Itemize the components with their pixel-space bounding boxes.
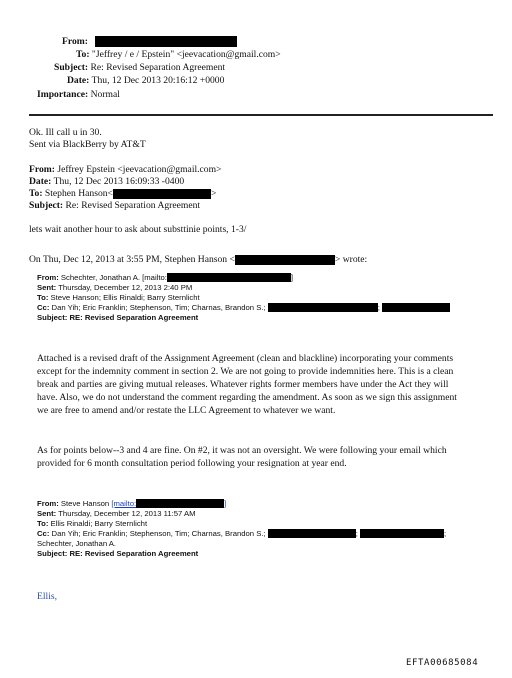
msg4-subject-row: [37, 549, 198, 559]
paragraph-line: except for the indemnity comment in section 2. We are not going to provide indemnities here. This is a clean: [37, 366, 454, 377]
msg4-sent-row: [37, 509, 196, 519]
msg4-subject-value: RE: Revised Separation Agreement: [69, 549, 199, 558]
header-divider: [29, 114, 493, 116]
header-date-value: Thu, 12 Dec 2013 20:16:12 +0000: [91, 75, 225, 86]
redaction-box: [167, 273, 294, 282]
msg4-cc-separator: ;: [355, 529, 358, 538]
header-to-value: "Jeffrey / e / Epstein" <jeevacation@gmail.com>: [91, 49, 281, 60]
msg2-subject-label: Subject:: [29, 200, 64, 211]
msg4-from-row: [37, 499, 226, 509]
header-importance-row: [37, 88, 120, 101]
msg4-sent-label: Sent:: [37, 509, 57, 518]
msg4-to-row: [37, 519, 147, 529]
msg3-sent-row: [37, 283, 192, 293]
paragraph-line: Attached is a revised draft of the Assignment Agreement (clean and blackline) incorporating your comments: [37, 353, 454, 364]
msg2-to-row: [29, 188, 216, 201]
header-subject-value: Re: Revised Separation Agreement: [90, 62, 226, 73]
msg3-cc-row: [37, 303, 450, 313]
paragraph-line: break and parties are giving mutual releases. Whatever rights former members have under the Act they will: [37, 379, 449, 390]
msg3-sent-value: Thursday, December 12, 2013 2:40 PM: [58, 283, 193, 292]
paragraph-line: we are free to amend and/or restate the LLC Agreement to whatever we want.: [37, 405, 336, 416]
msg3-cc-separator: ;: [377, 303, 380, 312]
msg4-from-value: Steve Hanson: [60, 499, 110, 508]
msg2-to-label: To:: [29, 188, 43, 199]
msg3-from-close: ]: [290, 273, 294, 282]
redaction-box: [136, 499, 227, 508]
msg2-date-value: Thu, 12 Dec 2013 16:09:33 -0400: [53, 176, 185, 187]
msg3-from-value: Schechter, Jonathan A. [mailto:: [60, 273, 167, 282]
msg3-from-row: [37, 273, 293, 283]
redaction-box: [360, 529, 447, 538]
msg4-cc-row: [37, 529, 446, 539]
msg3-subject-row: [37, 313, 198, 323]
reply-line: Ok. Ill call u in 30.: [29, 127, 102, 138]
header-from-row: [62, 35, 237, 48]
paragraph-line: provided for 6 month consultation period following your resignation at year end.: [37, 458, 347, 469]
reply-signature: Sent via BlackBerry by AT&T: [29, 139, 146, 150]
header-to-label: To:: [76, 49, 90, 60]
msg4-to-label: To:: [37, 519, 49, 528]
redaction-box: [113, 189, 211, 199]
msg2-subject-value: Re: Revised Separation Agreement: [65, 200, 201, 211]
msg3-to-row: [37, 293, 200, 303]
msg3-cc-label: Cc:: [37, 303, 50, 312]
paragraph-line: As for points below--3 and 4 are fine. On #2, it was not an oversight. We were following your email which: [37, 445, 447, 456]
msg2-from-value: Jeffrey Epstein <jeevacation@gmail.com>: [57, 164, 222, 175]
msg4-to-value: Ellis Rinaldi; Barry Sternlicht: [50, 519, 148, 528]
msg3-subject-value: RE: Revised Separation Agreement: [69, 313, 199, 322]
redaction-box: [95, 36, 237, 47]
header-from-label: From:: [62, 36, 88, 47]
paragraph-line: have. Also, we do not understand the comment regarding the amendment. As soon as we sign this assignment: [37, 392, 457, 403]
quote-intro-prefix: On Thu, Dec 12, 2013 at 3:55 PM, Stephen Hanson <: [29, 254, 235, 265]
msg3-cc-value: Dan Yih; Eric Franklin; Stephenson, Tim; Charnas, Brandon S.;: [51, 303, 266, 312]
msg4-cc-label: Cc:: [37, 529, 50, 538]
quote-intro-suffix: > wrote:: [334, 254, 368, 265]
msg4-from-label: From:: [37, 499, 59, 508]
msg4-sent-value: Thursday, December 12, 2013 11:57 AM: [58, 509, 196, 518]
header-to-row: [76, 48, 281, 61]
msg2-subject-row: [29, 200, 200, 213]
redaction-box: [268, 529, 356, 538]
signoff: Ellis,: [37, 591, 57, 602]
msg2-from-row: [29, 164, 221, 177]
msg4-cc-continued: Schechter, Jonathan A.: [37, 539, 117, 548]
quote-intro: [29, 254, 367, 267]
msg2-to-close: >: [210, 188, 217, 199]
msg2-from-label: From:: [29, 164, 55, 175]
msg4-cc-separator: ;: [444, 529, 447, 538]
msg4-from-close: ]: [224, 499, 227, 508]
msg2-date-label: Date:: [29, 176, 52, 187]
msg4-mailto-link[interactable]: [mailto:: [111, 499, 137, 508]
msg2-to-value: Stephen Hanson<: [44, 188, 113, 199]
header-importance-value: Normal: [90, 89, 120, 100]
msg4-subject-label: Subject:: [37, 549, 68, 558]
msg3-from-label: From:: [37, 273, 59, 282]
header-date-label: Date:: [67, 75, 90, 86]
msg3-subject-label: Subject:: [37, 313, 68, 322]
msg2-body: lets wait another hour to ask about substtinie points, 1-3/: [29, 224, 247, 235]
msg3-to-value: Steve Hanson; Ellis Rinaldi; Barry Sternlicht: [50, 293, 200, 302]
header-date-row: [67, 74, 224, 87]
msg2-date-row: [29, 176, 184, 189]
msg3-to-label: To:: [37, 293, 49, 302]
redaction-box: [382, 303, 450, 312]
redaction-box: [268, 303, 378, 312]
redaction-box: [235, 255, 335, 265]
header-subject-row: [54, 61, 225, 74]
msg4-cc-value: Dan Yih; Eric Franklin; Stephenson, Tim; Charnas, Brandon S.;: [51, 529, 266, 538]
document-id: EFTA00685084: [406, 658, 479, 668]
msg3-sent-label: Sent:: [37, 283, 57, 292]
header-subject-label: Subject:: [54, 62, 89, 73]
header-importance-label: Importance:: [37, 89, 89, 100]
